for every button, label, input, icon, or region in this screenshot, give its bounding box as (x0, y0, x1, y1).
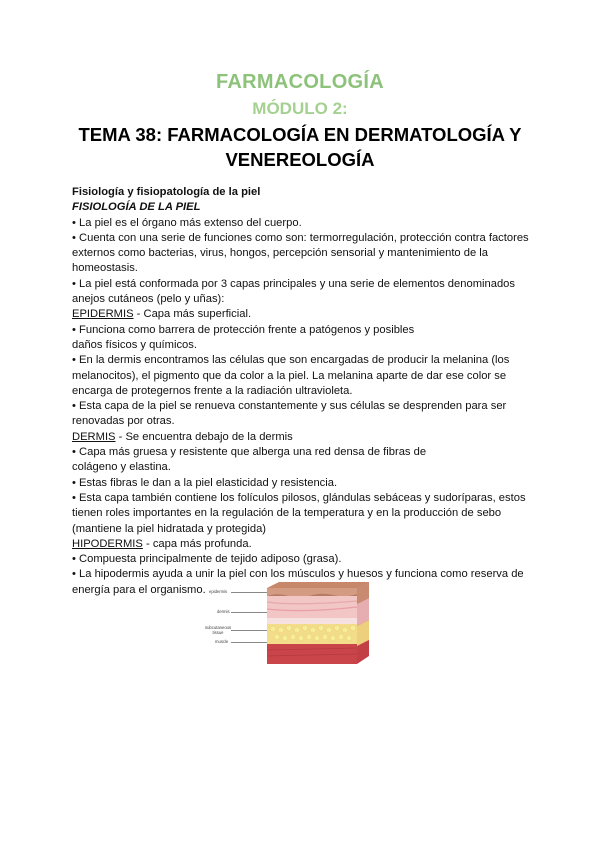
section-subheading: FISIOLOGÍA DE LA PIEL (72, 201, 201, 214)
hipodermis-description: - capa más profunda. (142, 537, 252, 550)
hipodermis-label: HIPODERMIS (72, 537, 143, 550)
document-title: FARMACOLOGÍA (215, 71, 385, 93)
figure-label-subcutaneous: subcutaneous tissue (205, 625, 232, 635)
figure-label-dermis: dermis (217, 609, 230, 614)
hipodermis-bullet: • La hipodermis ayuda a unir la piel con los músculos y huesos y funciona como reserva de energía para el organismo. (72, 568, 524, 596)
leader-line (231, 630, 267, 631)
epidermis-label: EPIDERMIS (72, 308, 134, 321)
epidermis-bullet: • En la dermis encontramos las células que son encargadas de producir la melanina (los melanocitos), el pigmento que da color a la piel. La melanina aparte de dar ese color se encarga de protegernos frente a la radiación ultravioleta. (72, 354, 510, 397)
leader-line (231, 592, 267, 593)
epidermis-bullet: • Esta capa de la piel se renueva constantemente y sus células se desprenden para ser renovadas por otras. (72, 400, 507, 428)
topic-heading-line2: VENEREOLOGÍA (225, 149, 375, 170)
skin-layers-figure (205, 580, 405, 666)
epidermis-heading (72, 307, 532, 322)
dermis-layer (267, 596, 357, 618)
dermis-label: DERMIS (72, 430, 116, 443)
hipodermis-bullet: • Compuesta principalmente de tejido adiposo (grasa). (72, 553, 342, 566)
leader-line (231, 642, 267, 643)
topic-heading (60, 122, 540, 172)
epidermis-description: - Capa más superficial. (133, 308, 252, 321)
leader-line (231, 612, 267, 613)
epidermis-bullet: • Funciona como barrera de protección frente a patógenos y posibles daños físicos y químicos. (72, 323, 415, 351)
intro-bullet: • Cuenta con una serie de funciones como son: termorregulación, protección contra factores externos como bacterias, virus, hongos, percepción sensorial y mantenimiento de la homeostasis. (72, 231, 529, 275)
block-top-face (267, 582, 369, 588)
intro-bullet: • La piel está conformada por 3 capas principales y una serie de elementos denominados anejos cutáneos (pelo y uñas): (72, 277, 515, 306)
dermis-bullet: • Esta capa también contiene los folículos pilosos, glándulas sebáceas y sudoríparas, estos tienen roles importantes en la regulación de la temperatura y en la producción de sebo (mantiene la piel hidratada y protegida) (72, 491, 526, 535)
section-heading: Fisiología y fisiopatología de la piel (72, 186, 261, 198)
topic-heading-line1: TEMA 38: FARMACOLOGÍA EN DERMATOLOGÍA Y (78, 124, 522, 145)
module-subtitle: MÓDULO 2: (252, 99, 348, 118)
hipodermis-heading (72, 537, 532, 552)
figure-label-epidermis: epidermis (209, 589, 228, 594)
dermis-heading (72, 430, 532, 445)
dermis-bullet: • Capa más gruesa y resistente que alberga una red densa de fibras de colágeno y elastina. (72, 446, 427, 474)
document-body (72, 185, 532, 598)
dermis-bullet: • Estas fibras le dan a la piel elasticidad y resistencia. (72, 476, 338, 489)
intro-bullet: • La piel es el órgano más extenso del cuerpo. (72, 216, 302, 229)
figure-label-muscle: muscle (215, 639, 229, 644)
dermis-description: - Se encuentra debajo de la dermis (115, 430, 293, 443)
